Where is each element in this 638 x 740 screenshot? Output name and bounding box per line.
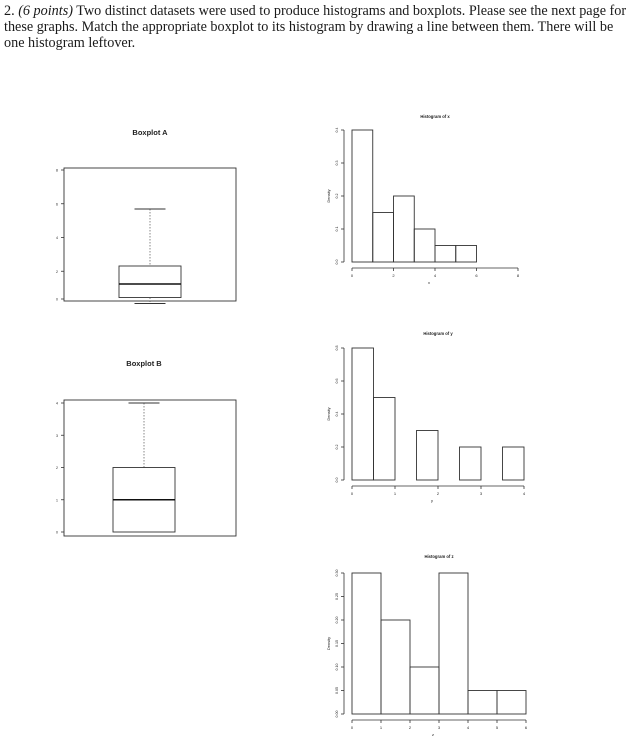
histogram-ytick-label: 0.20 bbox=[335, 616, 339, 624]
boxplot-ytick-label: 8 bbox=[56, 168, 58, 173]
boxplot-frame bbox=[64, 400, 236, 536]
histogram-bar bbox=[373, 213, 394, 263]
question-points: (6 points) bbox=[18, 3, 73, 19]
histogram-ytick-label: 0.0 bbox=[335, 477, 339, 483]
histogram-bar bbox=[374, 398, 396, 481]
histogram-ytick-label: 0.0 bbox=[335, 259, 339, 265]
histogram-ytick-label: 0.10 bbox=[335, 663, 339, 671]
histogram-xtick-label: 6 bbox=[524, 725, 528, 730]
histogram-bar bbox=[352, 348, 374, 480]
histogram-bar bbox=[352, 573, 381, 714]
histogram-xlabel: y bbox=[431, 498, 433, 503]
histogram-title: Histogram of z bbox=[424, 554, 454, 559]
histogram-bar bbox=[417, 431, 439, 481]
histogram-bar bbox=[410, 667, 439, 714]
boxplot-ytick-label: 2 bbox=[56, 466, 58, 470]
histogram-bar bbox=[468, 691, 497, 715]
histogram-ytick-label: 0.1 bbox=[335, 226, 339, 232]
histogram-xtick-label: 2 bbox=[392, 273, 395, 278]
histogram-ytick-label: 0.00 bbox=[335, 710, 339, 718]
histogram-xtick-label: 8 bbox=[516, 273, 520, 278]
histogram-ytick-label: 0.15 bbox=[335, 640, 339, 647]
boxplot-title: Boxplot A bbox=[132, 128, 168, 137]
histogram-title: Histogram of x bbox=[420, 114, 450, 119]
histogram-ytick-label: 0.25 bbox=[335, 593, 339, 600]
boxplot-ytick-label: 6 bbox=[56, 202, 58, 207]
histogram-bar bbox=[435, 246, 456, 263]
boxplot-ytick-label: 0 bbox=[56, 297, 58, 302]
histogram-xtick-label: 0 bbox=[350, 491, 354, 496]
histogram-xlabel: z bbox=[432, 732, 434, 737]
histogram-ytick-label: 0.2 bbox=[335, 193, 339, 199]
histogram-bar bbox=[414, 229, 435, 262]
boxplot-ytick-label: 0 bbox=[56, 530, 58, 535]
histogram-bar bbox=[381, 620, 410, 714]
histogram-ytick-label: 0.4 bbox=[335, 127, 339, 133]
histogram-bar bbox=[503, 447, 525, 480]
histogram-bar bbox=[456, 246, 477, 263]
histogram-ytick-label: 0.3 bbox=[335, 160, 339, 166]
histogram-xtick-label: 3 bbox=[437, 725, 441, 730]
histogram-xtick-label: 1 bbox=[379, 725, 383, 730]
histogram-xtick-label: 3 bbox=[479, 491, 483, 496]
histogram-xtick-label: 4 bbox=[522, 491, 526, 496]
histogram-ytick-label: 0.4 bbox=[335, 411, 339, 417]
boxplot-ytick-label: 2 bbox=[56, 269, 58, 274]
histogram-xtick-label: 1 bbox=[393, 491, 397, 496]
histogram-ylabel: Density bbox=[326, 636, 331, 651]
boxplot-box bbox=[119, 266, 181, 298]
histogram-bar bbox=[497, 691, 526, 715]
histogram-ytick-label: 0.6 bbox=[335, 378, 339, 384]
question-body: Two distinct datasets were used to produce histograms and boxplots. Please see the next page for these graphs. Match the appropriate boxplot to its histogram by drawing a line between them. There will be one histogram leftover. bbox=[4, 3, 627, 51]
histogram-xtick-label: 6 bbox=[475, 273, 478, 278]
histogram-xtick-label: 4 bbox=[466, 725, 470, 730]
histogram-title: Histogram of y bbox=[423, 331, 453, 336]
histogram-ytick-label: 0.05 bbox=[335, 687, 339, 694]
question-number: 2. bbox=[4, 3, 15, 19]
histogram-bar bbox=[352, 130, 373, 262]
boxplot-ytick-label: 1 bbox=[56, 498, 58, 503]
histogram-xtick-label: 0 bbox=[350, 725, 354, 730]
boxplot-title: Boxplot B bbox=[126, 359, 162, 368]
boxplot-ytick-label: 4 bbox=[56, 236, 58, 240]
histogram-bar bbox=[394, 196, 415, 262]
histogram-ytick-label: 0.30 bbox=[335, 569, 339, 577]
histogram-ylabel: Density bbox=[326, 407, 331, 421]
boxplot-ytick-label: 4 bbox=[56, 401, 58, 406]
histogram-bar bbox=[439, 573, 468, 714]
histogram-ylabel: Density bbox=[326, 189, 331, 203]
histogram-xtick-label: 2 bbox=[408, 725, 412, 730]
boxplot-ytick-label: 3 bbox=[56, 433, 58, 438]
histogram-xtick-label: 4 bbox=[433, 273, 437, 278]
histogram-xtick-label: 5 bbox=[495, 725, 499, 730]
histogram-bar bbox=[460, 447, 482, 480]
histogram-xtick-label: 2 bbox=[436, 491, 440, 496]
histogram-xtick-label: 0 bbox=[350, 273, 354, 278]
histogram-xlabel: x bbox=[428, 280, 430, 285]
histogram-ytick-label: 0.8 bbox=[335, 345, 339, 351]
histogram-ytick-label: 0.2 bbox=[335, 444, 339, 450]
